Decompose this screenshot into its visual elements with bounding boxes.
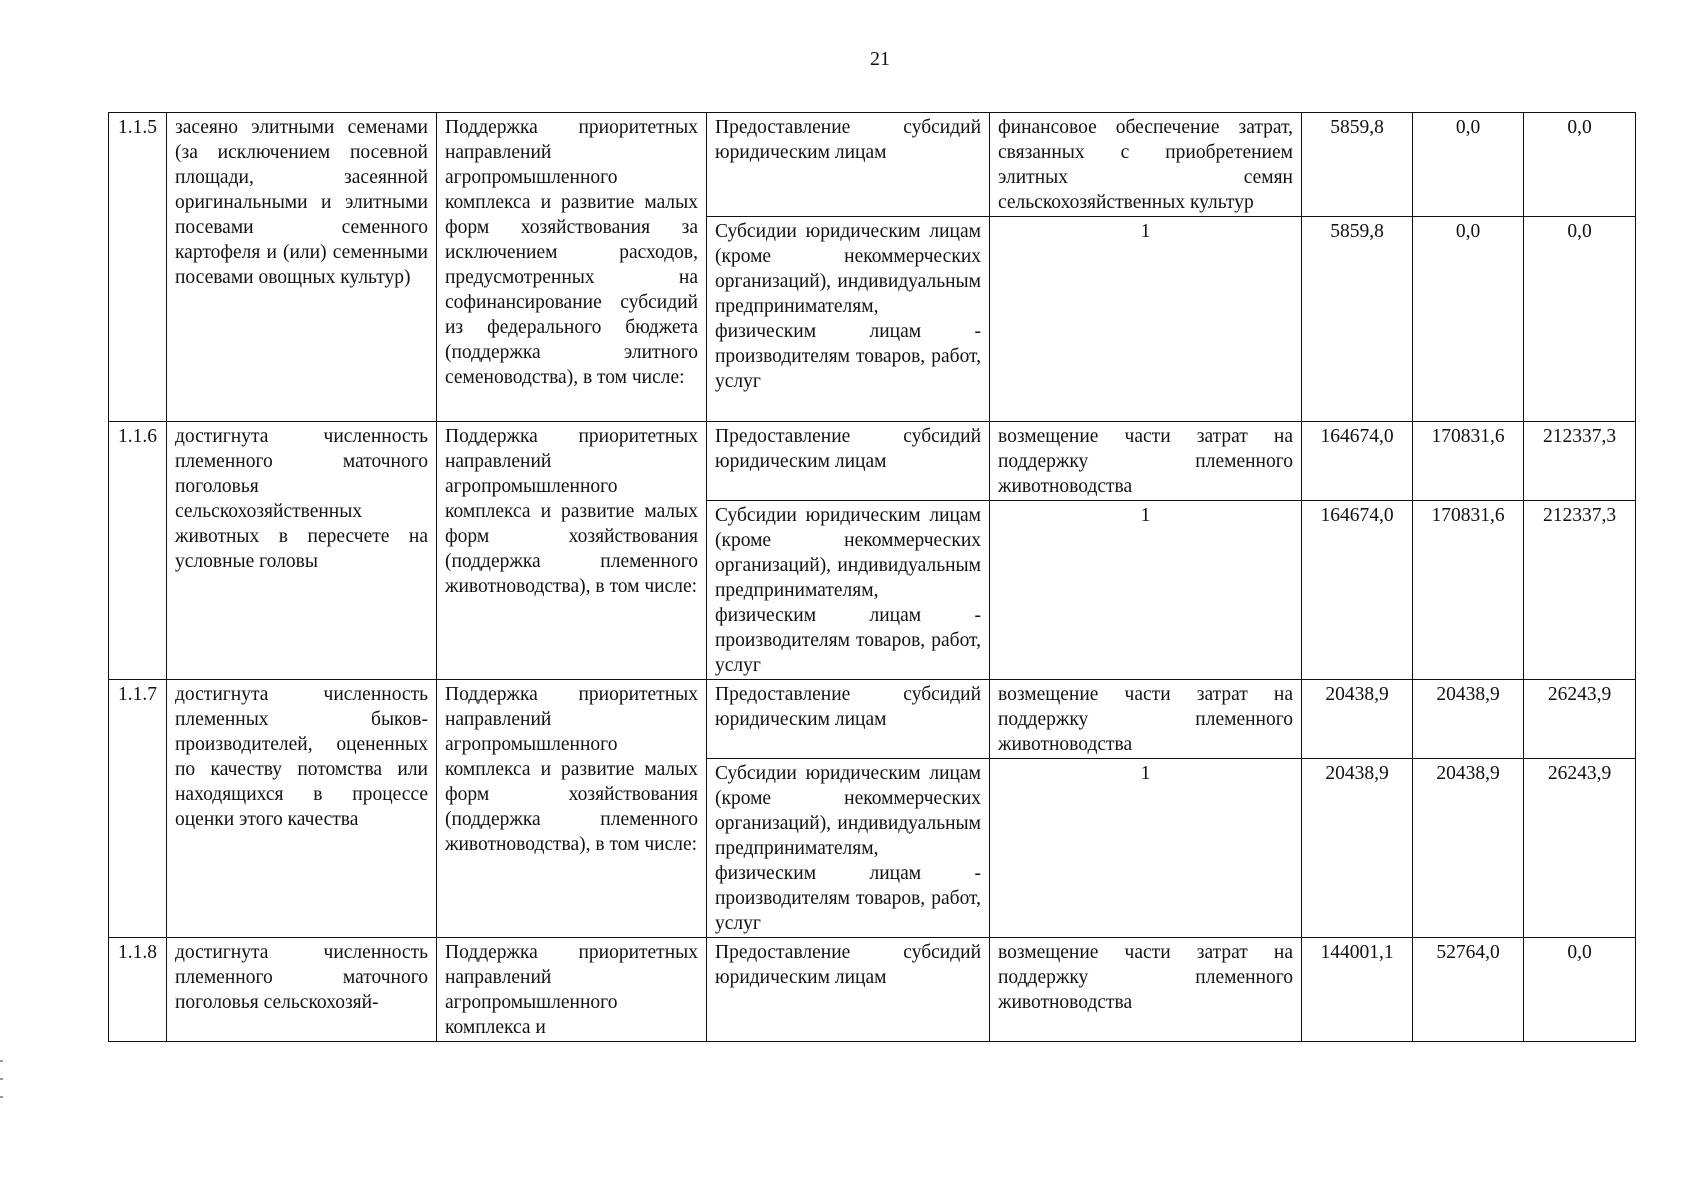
purpose-text: возмещение части затрат на поддержку племенного животноводства: [998, 426, 1293, 497]
value-year-3: 0,0: [1524, 938, 1636, 1042]
event-text: Поддержка приоритетных направлений агропромышленного комплекса и развитие малых форм хозяйствования за исключением расходов, предусмотренных на софинансирование субсидий из федерального бюджета (поддержка элитного семеноводства), в том числе:: [445, 117, 698, 388]
purpose-cell: 1: [990, 217, 1302, 422]
value-year-2: 20438,9: [1413, 759, 1524, 938]
value-year-2: 20438,9: [1413, 680, 1524, 759]
table-row: [109, 422, 1636, 501]
purpose-cell: [990, 113, 1302, 217]
purpose-cell: [990, 938, 1302, 1042]
value-year-3: 212337,3: [1524, 422, 1636, 501]
event-cell: [437, 422, 707, 680]
indicator-text: достигнута численность племенных быков-производителей, оцененных по качеству потомства или находящихся в процессе оценки этого качества: [175, 684, 428, 830]
value-year-3: 212337,3: [1524, 501, 1636, 680]
value-year-3: 0,0: [1524, 113, 1636, 217]
method-cell: [707, 113, 990, 217]
event-cell: [437, 113, 707, 422]
event-text: Поддержка приоритетных направлений агропромышленного комплекса и развитие малых форм хозяйствования (поддержка племенного животноводства), в том числе:: [445, 684, 698, 855]
value-year-3: 26243,9: [1524, 759, 1636, 938]
value-year-2: 170831,6: [1413, 501, 1524, 680]
method-cell: [707, 501, 990, 680]
value-year-1: 164674,0: [1302, 501, 1413, 680]
method-cell: [707, 217, 990, 422]
value-year-1: 20438,9: [1302, 759, 1413, 938]
indicator-text: достигнута численность племенного маточного поголовья сельскохозяйственных животных в пересчете на условные головы: [175, 426, 428, 572]
page-number: 21: [870, 48, 890, 70]
method-text: Субсидии юридическим лицам (кроме некоммерческих организаций), индивидуальным предпринимателям, физическим лицам - производителям товаров, работ, услуг: [715, 763, 981, 934]
method-text: Субсидии юридическим лицам (кроме некоммерческих организаций), индивидуальным предпринимателям, физическим лицам - производителям товаров, работ, услуг: [715, 505, 981, 676]
method-text: Предоставление субсидий юридическим лицам: [715, 426, 981, 472]
row-number: 1.1.6: [109, 422, 167, 680]
table-row: [109, 113, 1636, 217]
purpose-text: финансовое обеспечение затрат, связанных с приобретением элитных семян сельскохозяйственных культур: [998, 117, 1293, 213]
row-number: 1.1.7: [109, 680, 167, 938]
table-row: [109, 938, 1636, 1042]
indicator-text: засеяно элитными семенами (за исключением посевной площади, засеянной оригинальными и элитными посевами семенного картофеля и (или) семенными посевами овощных культур): [175, 117, 428, 288]
scan-margin-mark: [0, 1060, 3, 1062]
event-cell: [437, 680, 707, 938]
purpose-cell: [990, 422, 1302, 501]
indicator-cell: [167, 113, 437, 422]
value-year-1: 5859,8: [1302, 217, 1413, 422]
table-row: [109, 680, 1636, 759]
value-year-3: 26243,9: [1524, 680, 1636, 759]
value-year-2: 170831,6: [1413, 422, 1524, 501]
event-text: Поддержка приоритетных направлений агропромышленного комплекса и развитие малых форм хозяйствования (поддержка племенного животноводства), в том числе:: [445, 426, 698, 597]
indicator-cell: [167, 938, 437, 1042]
value-year-1: 144001,1: [1302, 938, 1413, 1042]
method-cell: [707, 680, 990, 759]
value-year-1: 5859,8: [1302, 113, 1413, 217]
value-year-1: 20438,9: [1302, 680, 1413, 759]
method-cell: [707, 422, 990, 501]
method-cell: [707, 759, 990, 938]
method-cell: [707, 938, 990, 1042]
value-year-3: 0,0: [1524, 217, 1636, 422]
value-year-1: 164674,0: [1302, 422, 1413, 501]
indicator-cell: [167, 422, 437, 680]
value-year-2: 0,0: [1413, 113, 1524, 217]
indicator-text: достигнута численность племенного маточного поголовья сельскохозяй-: [175, 942, 428, 1013]
value-year-2: 0,0: [1413, 217, 1524, 422]
event-cell: [437, 938, 707, 1042]
method-text: Предоставление субсидий юридическим лицам: [715, 117, 981, 163]
purpose-text: возмещение части затрат на поддержку племенного животноводства: [998, 942, 1293, 1013]
method-text: Предоставление субсидий юридическим лицам: [715, 684, 981, 730]
row-number: 1.1.8: [109, 938, 167, 1042]
program-table: [108, 112, 1636, 1042]
indicator-cell: [167, 680, 437, 938]
value-year-2: 52764,0: [1413, 938, 1524, 1042]
scan-margin-mark: [0, 1078, 3, 1080]
method-text: Субсидии юридическим лицам (кроме некоммерческих организаций), индивидуальным предпринимателям, физическим лицам - производителям товаров, работ, услуг: [715, 221, 981, 392]
row-number: 1.1.5: [109, 113, 167, 422]
event-text: Поддержка приоритетных направлений агропромышленного комплекса и: [445, 942, 698, 1038]
scan-margin-mark: [0, 1096, 3, 1098]
purpose-cell: 1: [990, 501, 1302, 680]
purpose-cell: 1: [990, 759, 1302, 938]
method-text: Предоставление субсидий юридическим лицам: [715, 942, 981, 988]
purpose-cell: [990, 680, 1302, 759]
purpose-text: возмещение части затрат на поддержку племенного животноводства: [998, 684, 1293, 755]
